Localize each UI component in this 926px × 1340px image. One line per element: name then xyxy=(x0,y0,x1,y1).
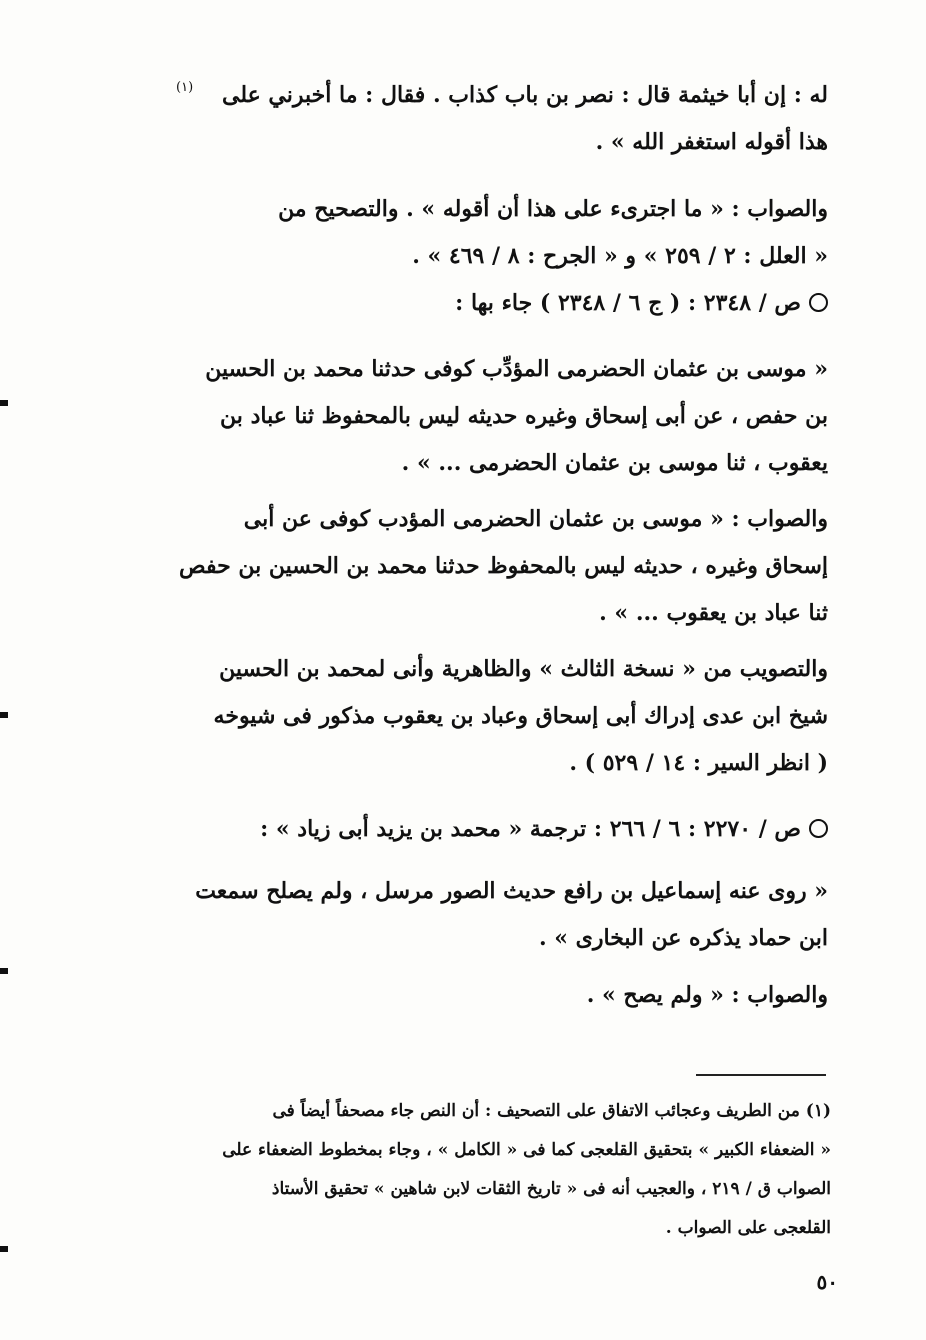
line-text: ابن حماد يذكره عن البخارى » . xyxy=(538,925,828,951)
text-line xyxy=(128,346,828,393)
scan-edge-mark xyxy=(0,712,8,718)
footnote-line xyxy=(136,1170,831,1209)
text-line xyxy=(128,693,828,740)
line-text: والصواب : « ولم يصح » . xyxy=(586,982,828,1008)
text-line xyxy=(128,590,828,637)
footnote-line xyxy=(136,1131,831,1170)
scan-edge-mark xyxy=(0,1246,8,1252)
paragraph-8 xyxy=(128,972,828,1019)
footnote-divider xyxy=(696,1074,826,1076)
text-line xyxy=(128,72,828,119)
line-text: ص / ٢٣٤٨ : ( ج ٦ / ٢٣٤٨ ) جاء بها : xyxy=(455,290,801,316)
line-text: ثنا عباد بن يعقوب ... » . xyxy=(599,600,828,626)
text-line xyxy=(128,868,828,915)
line-text: (١) من الطريف وعجائب الاتفاق على التصحيف : أن النص جاء مصحفاً أيضاً فى xyxy=(272,1101,831,1121)
paragraph-7 xyxy=(128,868,828,962)
line-text: والصواب : « ما اجترىء على هذا أن أقوله » . والتصحيح من xyxy=(278,196,828,222)
scan-edge-mark xyxy=(0,400,8,406)
line-text: إسحاق وغيره ، حديثه ليس بالمحفوظ حدثنا محمد بن الحسين بن حفص xyxy=(179,553,828,579)
line-text: ( انظر السير : ١٤ / ٥٢٩ ) . xyxy=(569,750,828,776)
line-text: « الضعفاء الكبير » بتحقيق القلعجى كما فى « الكامل » ، وجاء بمخطوط الضعفاء على xyxy=(222,1140,831,1160)
text-line xyxy=(128,543,828,590)
paragraph-5 xyxy=(128,646,828,787)
text-line xyxy=(128,496,828,543)
book-page: له : إن أبا خيثمة قال : نصر بن باب كذاب . فقال : ما أخبرني على هذا أقوله استغفر الله » . (١) والصواب : « ما اجترىء على هذا أن أقوله » . والتصحيح من « العلل : ٢ / ٢٥٩ » و « الجرح : ٨ / ٤٦٩ » . ص / ٢٣٤٨ : ( ج ٦ / ٢٣٤٨ ) جاء بها : « موسى بن عثمان الحضرمى المؤدِّب كوفى حدثنا محمد بن الحسين بن حفص ، عن أبى إسحاق وغيره حديثه ليس بالمحفوظ ثنا عباد بن يعقوب ، ثنا موسى بن عثمان الحضرمى ... » . والصواب : « موسى بن عثمان الحضرمى المؤدب كوفى عن أبى إسحاق وغيره ، حديثه ليس بالمحفوظ حدثنا محمد بن الحسين بن حفص ثنا عباد بن يعقوب ... » . والتصويب من « نسخة الثالث » والظاهرية وأنى لمحمد بن الحسين شيخ ابن عدى إدراك أبى إسحاق وعباد بن يعقوب مذكور فى شيوخه ( انظر السير : ١٤ / ٥٢٩ ) . ص / ٢٢٧٠ : ٦ / ٢٦٦ : ترجمة « محمد بن يزيد أبى زياد » : « روى عنه إسماعيل بن رافع حديث الصور مرسل ، ولم يصلح سمعت ابن حماد يذكره عن البخارى » . والصواب : « ولم يصح » . (١) من الطريف وعجائب الاتفاق على التصحيف : أن النص جاء مصحفاً أيضاً فى « الضعفاء الكبير » بتحقيق القلعجى كما فى « الكامل » ، وجاء بمخطوط الضعفاء على الصواب ق / ٢١٩ ، والعجيب أنه فى « تاريخ الثقات لابن شاهين » تحقيق الأستاذ القلعجى على الصواب . ٥٠ xyxy=(0,0,926,1340)
line-text: « موسى بن عثمان الحضرمى المؤدِّب كوفى حدثنا محمد بن الحسين xyxy=(205,356,828,382)
footnote xyxy=(136,1092,831,1248)
footnote-line xyxy=(136,1209,831,1248)
line-text: بن حفص ، عن أبى إسحاق وغيره حديثه ليس بالمحفوظ ثنا عباد بن xyxy=(220,403,828,429)
footnote-line xyxy=(136,1092,831,1131)
text-line xyxy=(128,972,828,1019)
line-text: والتصويب من « نسخة الثالث » والظاهرية وأنى لمحمد بن الحسين xyxy=(219,656,828,682)
text-line xyxy=(128,440,828,487)
circle-bullet-icon xyxy=(809,293,828,312)
scan-edge-mark xyxy=(0,968,8,974)
line-text: « العلل : ٢ / ٢٥٩ » و « الجرح : ٨ / ٤٦٩ » . xyxy=(412,243,828,269)
page-number: ٥٠ xyxy=(816,1270,838,1294)
text-line xyxy=(128,646,828,693)
text-line xyxy=(128,740,828,787)
text-line xyxy=(128,393,828,440)
text-line xyxy=(128,806,828,853)
paragraph-2 xyxy=(128,186,828,327)
text-line xyxy=(128,915,828,962)
line-text: « روى عنه إسماعيل بن رافع حديث الصور مرسل ، ولم يصلح سمعت xyxy=(195,878,828,904)
text-line xyxy=(128,186,828,233)
line-text: له : إن أبا خيثمة قال : نصر بن باب كذاب . فقال : ما أخبرني على xyxy=(222,82,828,108)
line-text: ص / ٢٢٧٠ : ٦ / ٢٦٦ : ترجمة « محمد بن يزيد أبى زياد » : xyxy=(260,816,801,842)
line-text: شيخ ابن عدى إدراك أبى إسحاق وعباد بن يعقوب مذكور فى شيوخه xyxy=(213,703,828,729)
line-text: هذا أقوله استغفر الله » . xyxy=(595,129,828,155)
text-line xyxy=(128,119,828,166)
text-line xyxy=(128,280,828,327)
line-text: القلعجى على الصواب . xyxy=(665,1218,831,1238)
line-text: الصواب ق / ٢١٩ ، والعجيب أنه فى « تاريخ الثقات لابن شاهين » تحقيق الأستاذ xyxy=(271,1179,831,1199)
paragraph-1 xyxy=(128,72,828,166)
circle-bullet-icon xyxy=(809,819,828,838)
paragraph-4 xyxy=(128,496,828,637)
paragraph-6 xyxy=(128,806,828,853)
text-line xyxy=(128,233,828,280)
paragraph-3 xyxy=(128,346,828,487)
line-text: يعقوب ، ثنا موسى بن عثمان الحضرمى ... » . xyxy=(401,450,828,476)
line-text: والصواب : « موسى بن عثمان الحضرمى المؤدب كوفى عن أبى xyxy=(243,506,828,532)
